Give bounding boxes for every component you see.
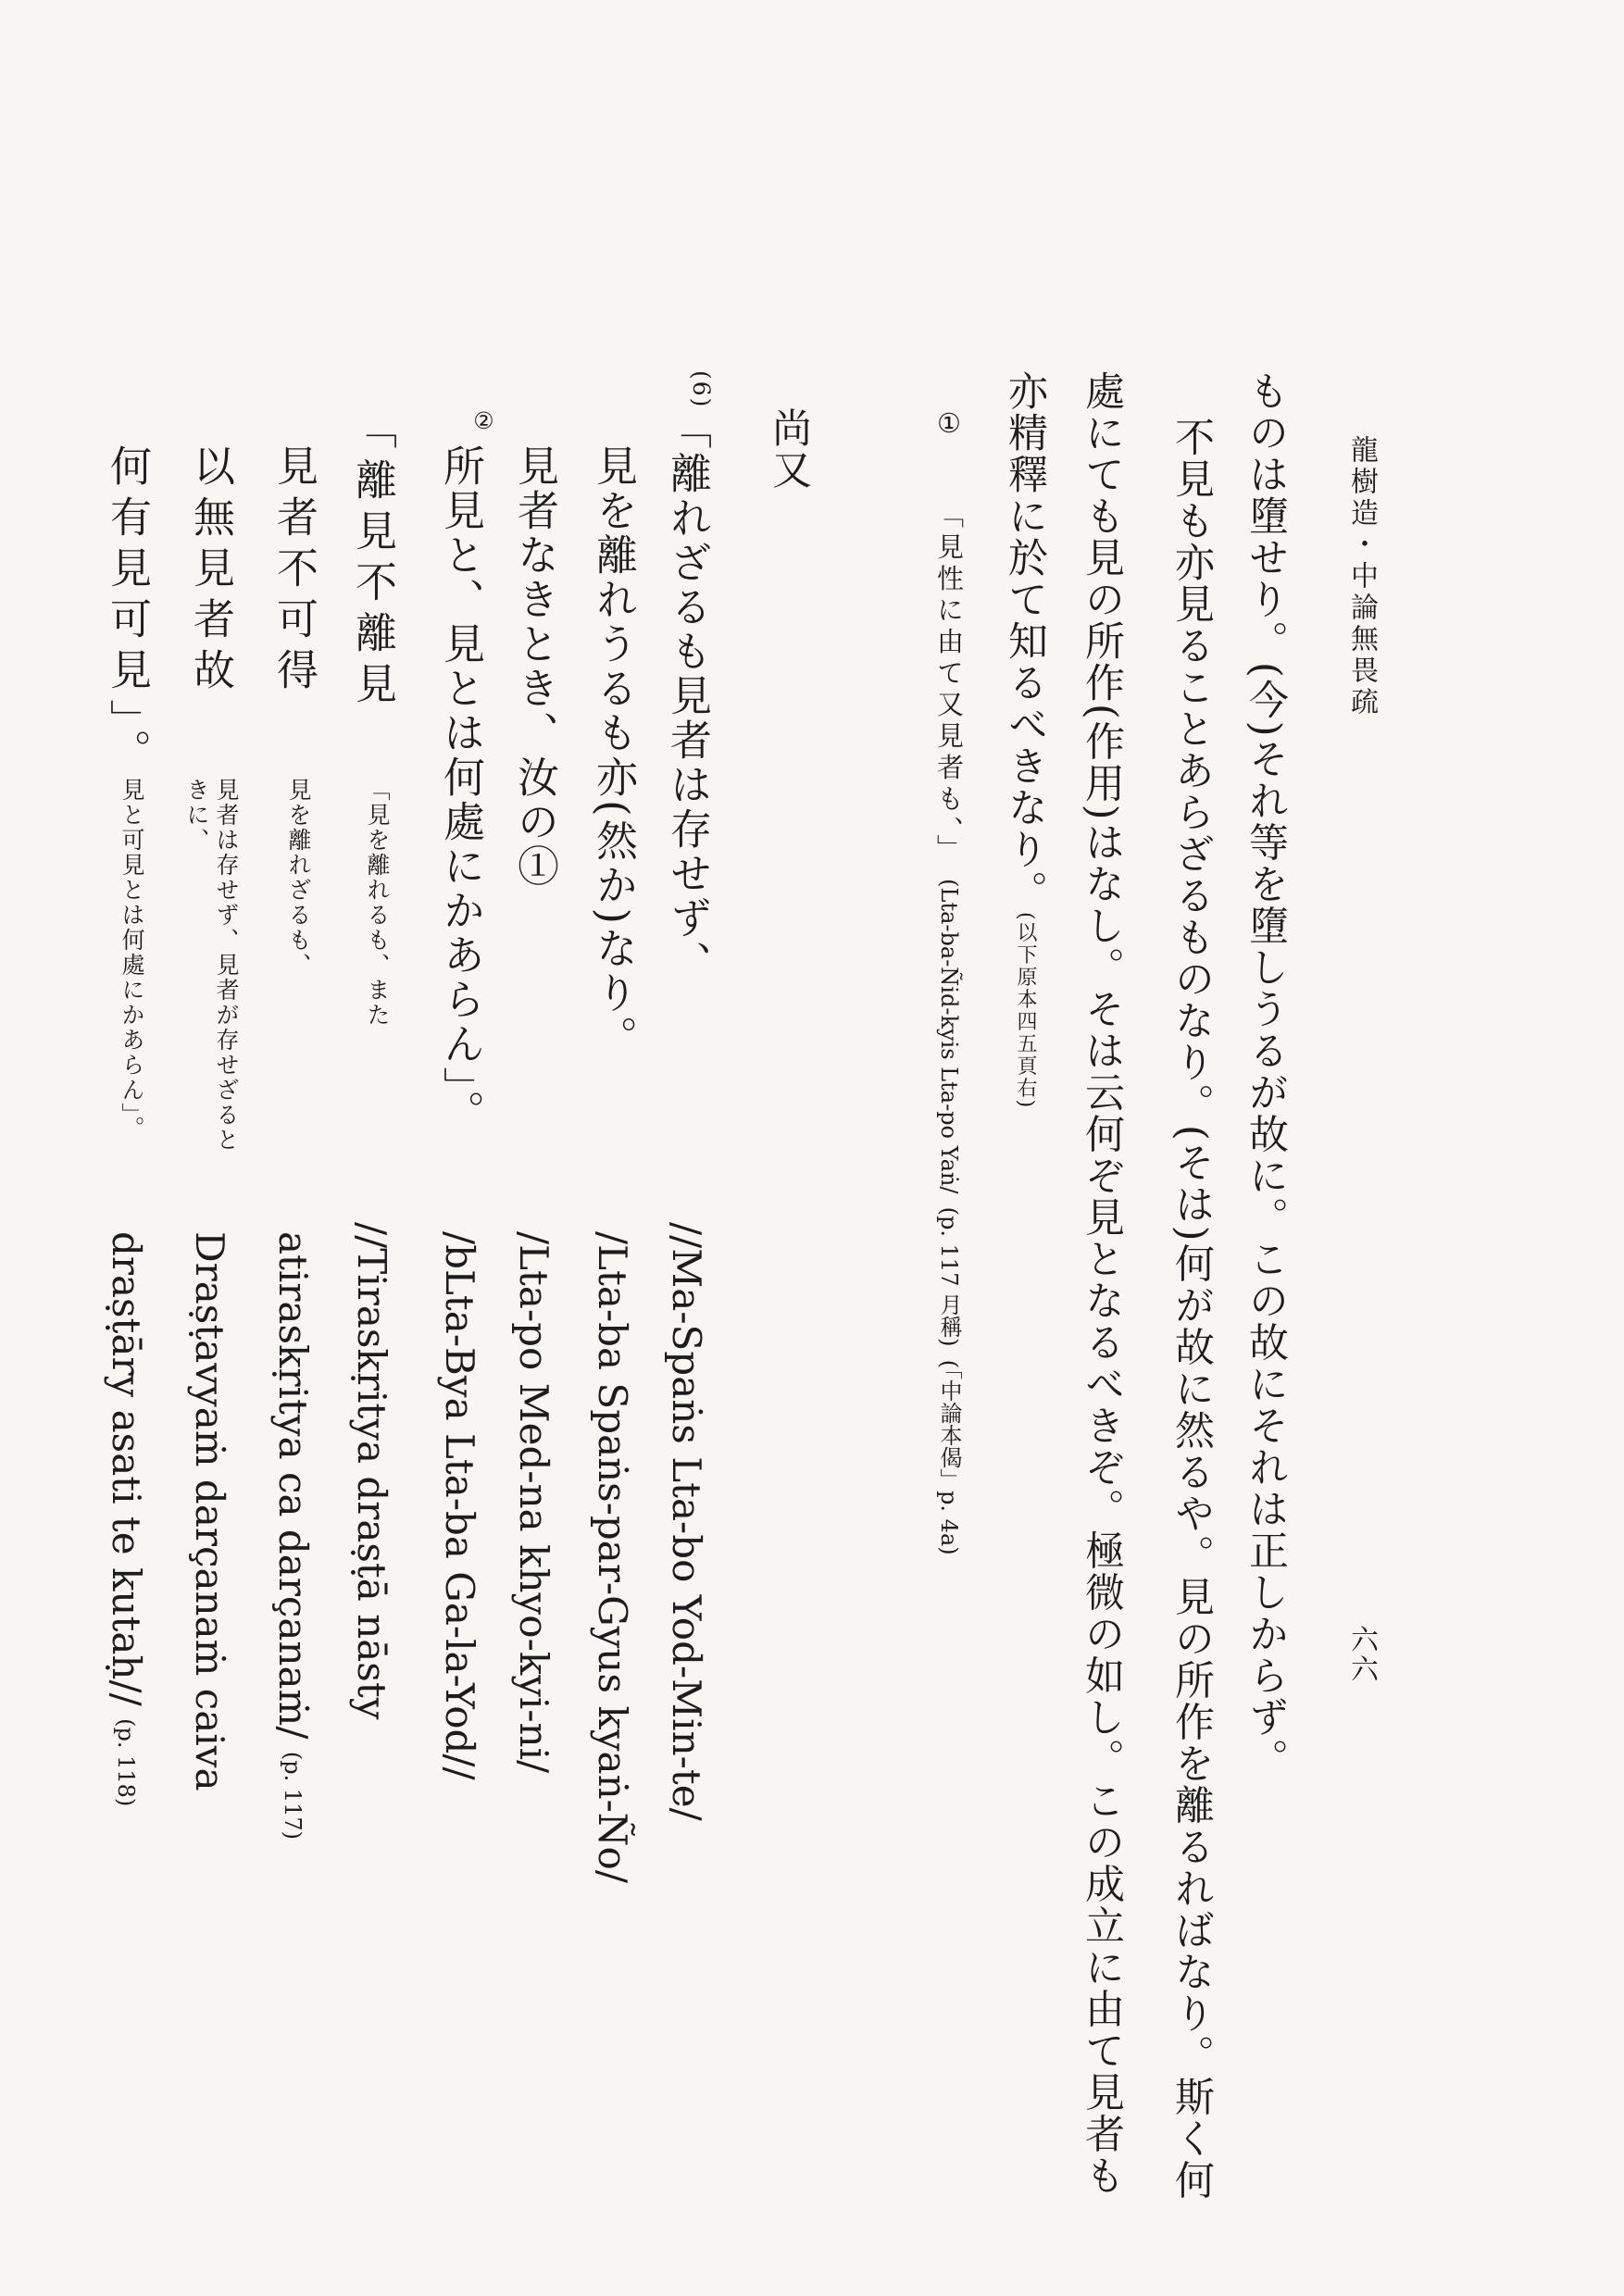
- verse-sanskrit-1: //Tiraskṛitya draṣṭā nāsty: [349, 1222, 394, 1720]
- verse-kanbun-3: 以無見者故: [186, 444, 235, 699]
- verse-sanskrit-4: [104, 1231, 149, 1807]
- commentary-line-2: 不見も亦見ることあらざるものなり。(そは)何が故に然るや。見の所作を離るればなり。斯く何: [1168, 417, 1215, 2202]
- verse-japanese-3: 見者なきとき、汝の①: [510, 444, 559, 889]
- footnote-cite: (p. 117 月稱): [936, 1206, 962, 1347]
- verse-japanese-2: 見を離れうるも亦(然か)なり。: [589, 444, 638, 1061]
- commentary-line-4-text: 亦精釋に於て知るべきなり。: [1002, 370, 1048, 912]
- kanbun-gloss-3: 見者は存せず、見者が存せざると: [213, 778, 240, 1153]
- running-title: 龍樹造・中論無畏疏: [1345, 435, 1378, 718]
- kanbun-gloss-5: 見と可見とは何處にかあらん」。: [119, 778, 145, 1142]
- footnote-marker: ①: [933, 407, 965, 443]
- kanbun-gloss-4: きに、: [183, 778, 210, 853]
- commentary-line-4: [1002, 370, 1048, 1110]
- footnote-tibetan: (Lta-ba-Ñid-kyis Lta-po Yaṅ/: [936, 879, 962, 1194]
- verse-japanese-4: 所見と、見とは何處にかあらん」。: [436, 444, 485, 1135]
- verse-tibetan-4: /bLta-Bya Lta-ba Ga-la-Yod//: [437, 1231, 482, 1780]
- page-number: 六六: [1345, 1625, 1378, 1684]
- footnote-text: 「見性に由て又見者も、」: [933, 501, 965, 866]
- footnote: [933, 407, 965, 1555]
- commentary-line-1: ものは墮せり。(今)それ等を墮しうるが故に。この故にそれは正しからず。: [1243, 370, 1289, 1780]
- verse-kanbun-1: 「離見不離見: [348, 407, 397, 713]
- verse-sanskrit-4-text: draṣṭāry asati te kutaḥ//: [104, 1231, 149, 1706]
- verse-sanskrit-3: Draṣṭavyaṁ darçanaṁ caiva: [187, 1231, 232, 1791]
- verse-japanese-1: 「離れざるも見者は存せず、: [663, 407, 712, 985]
- verse-sanskrit-2: [270, 1231, 316, 1841]
- kanbun-gloss-1: 「見を離れるも、また: [364, 778, 391, 1028]
- verse-tibetan-2: /Lta-ba Spaṅs-par-Gyus kyaṅ-Ño/: [590, 1231, 635, 1883]
- verse-kanbun-4: 何有見可見」。: [103, 444, 152, 780]
- verse-tibetan-1: //Ma-Spaṅs Lta-bo Yod-Min-te/: [664, 1222, 709, 1821]
- verse-sanskrit-2-text: atiraskṛitya ca darçanaṁ/: [270, 1231, 316, 1740]
- sanskrit-cite-2: (p. 118): [113, 1718, 139, 1807]
- verse-number: (6): [688, 370, 715, 409]
- footnote-cite-2: (「中論本偈」p. 4a): [936, 1359, 962, 1555]
- commentary-line-3: 處にても見の所作(作用)はなし。そは云何ぞ見となるべきぞ。極微の如し。この成立に由て見者も: [1079, 370, 1125, 2197]
- section-heading: 尚又: [766, 407, 812, 491]
- verse-marker-2: ②: [470, 407, 497, 436]
- verse-tibetan-3: /Lta-po Med-na khyo-kyi-ni/: [511, 1231, 556, 1774]
- kanbun-gloss-2: 見を離れざるも、: [285, 778, 312, 978]
- sanskrit-cite-1: (p. 117): [280, 1751, 306, 1841]
- bracket-note: (以下原本四五頁右): [1014, 912, 1037, 1110]
- verse-kanbun-2: 見者不可得: [269, 444, 319, 699]
